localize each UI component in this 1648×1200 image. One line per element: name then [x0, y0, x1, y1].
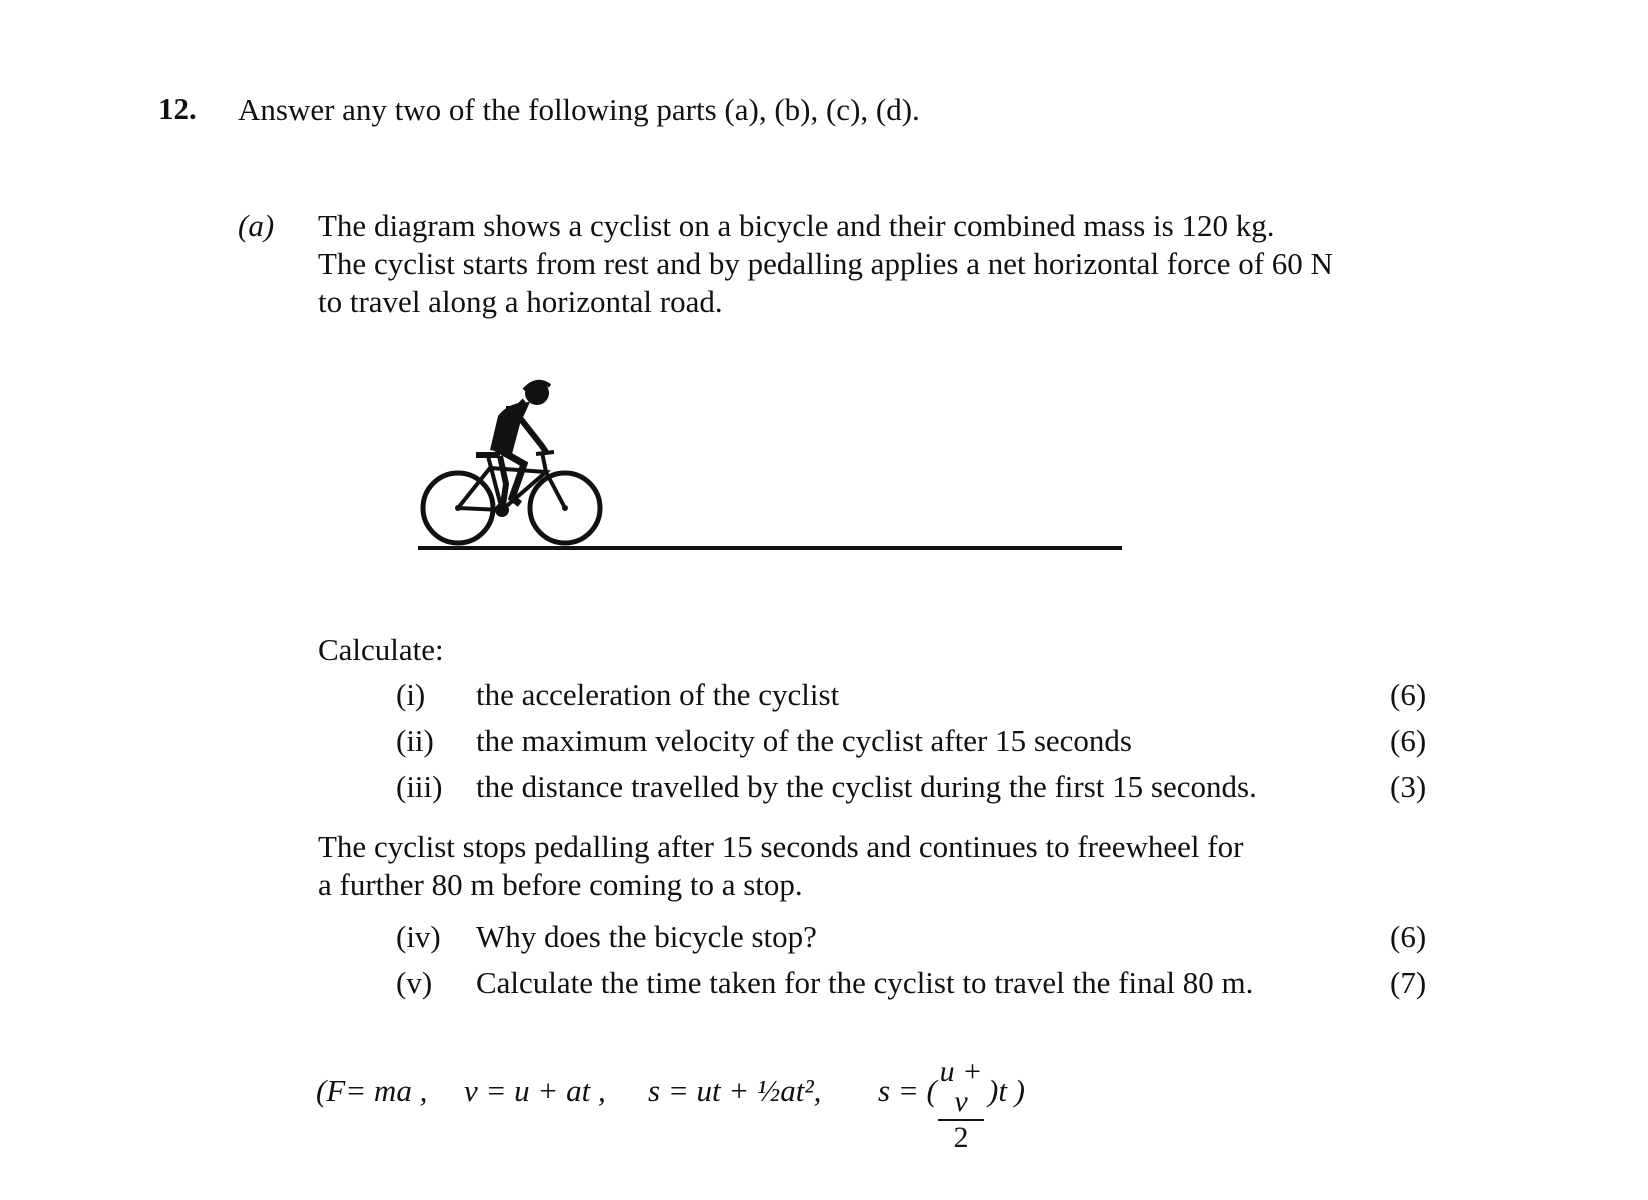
- cyclist-illustration: [420, 372, 620, 554]
- continuation-line: a further 80 m before coming to a stop.: [318, 867, 803, 902]
- continuation-line: The cyclist stops pedalling after 15 seconds and continues to freewheel for: [318, 829, 1244, 864]
- item-marks: (6): [1390, 919, 1427, 954]
- formula-f-ma: (F= ma ,: [316, 1073, 428, 1108]
- formula-fraction: [938, 1057, 984, 1153]
- item-text: the acceleration of the cyclist: [476, 677, 840, 712]
- continuation-text: [318, 828, 1243, 904]
- item-marks: (7): [1390, 965, 1427, 1000]
- part-stem: [318, 207, 1458, 321]
- item-text: the maximum velocity of the cyclist after 15 seconds: [476, 723, 1132, 758]
- item-number: (iv): [396, 919, 441, 954]
- formula-velocity: v = u + at ,: [464, 1073, 606, 1108]
- road-line: [418, 546, 1122, 550]
- calculate-label: Calculate:: [318, 632, 444, 667]
- formula-displacement: s = ut + ½at²,: [648, 1073, 822, 1108]
- stem-line: The diagram shows a cyclist on a bicycle and their combined mass is 120 kg.: [318, 208, 1275, 243]
- item-number: (ii): [396, 723, 434, 758]
- formula-average-prefix: s = (: [878, 1073, 937, 1108]
- item-text: the distance travelled by the cyclist during the first 15 seconds.: [476, 769, 1257, 804]
- question-number: 12.: [158, 91, 197, 126]
- item-marks: (6): [1390, 723, 1427, 758]
- formula-average-suffix: )t ): [988, 1073, 1026, 1108]
- stem-line: The cyclist starts from rest and by pedalling applies a net horizontal force of 60 N: [318, 246, 1333, 281]
- item-number: (v): [396, 965, 433, 1000]
- question-intro: Answer any two of the following parts (a), (b), (c), (d).: [238, 92, 920, 127]
- item-number: (i): [396, 677, 426, 712]
- item-text: Why does the bicycle stop?: [476, 919, 817, 954]
- fraction-numerator: u + v: [939, 1055, 983, 1118]
- item-text: Calculate the time taken for the cyclist to travel the final 80 m.: [476, 965, 1254, 1000]
- item-marks: (6): [1390, 677, 1427, 712]
- stem-line: to travel along a horizontal road.: [318, 284, 723, 319]
- part-label: (a): [238, 208, 275, 243]
- fraction-denominator: 2: [953, 1121, 969, 1154]
- item-number: (iii): [396, 769, 443, 804]
- item-marks: (3): [1390, 769, 1427, 804]
